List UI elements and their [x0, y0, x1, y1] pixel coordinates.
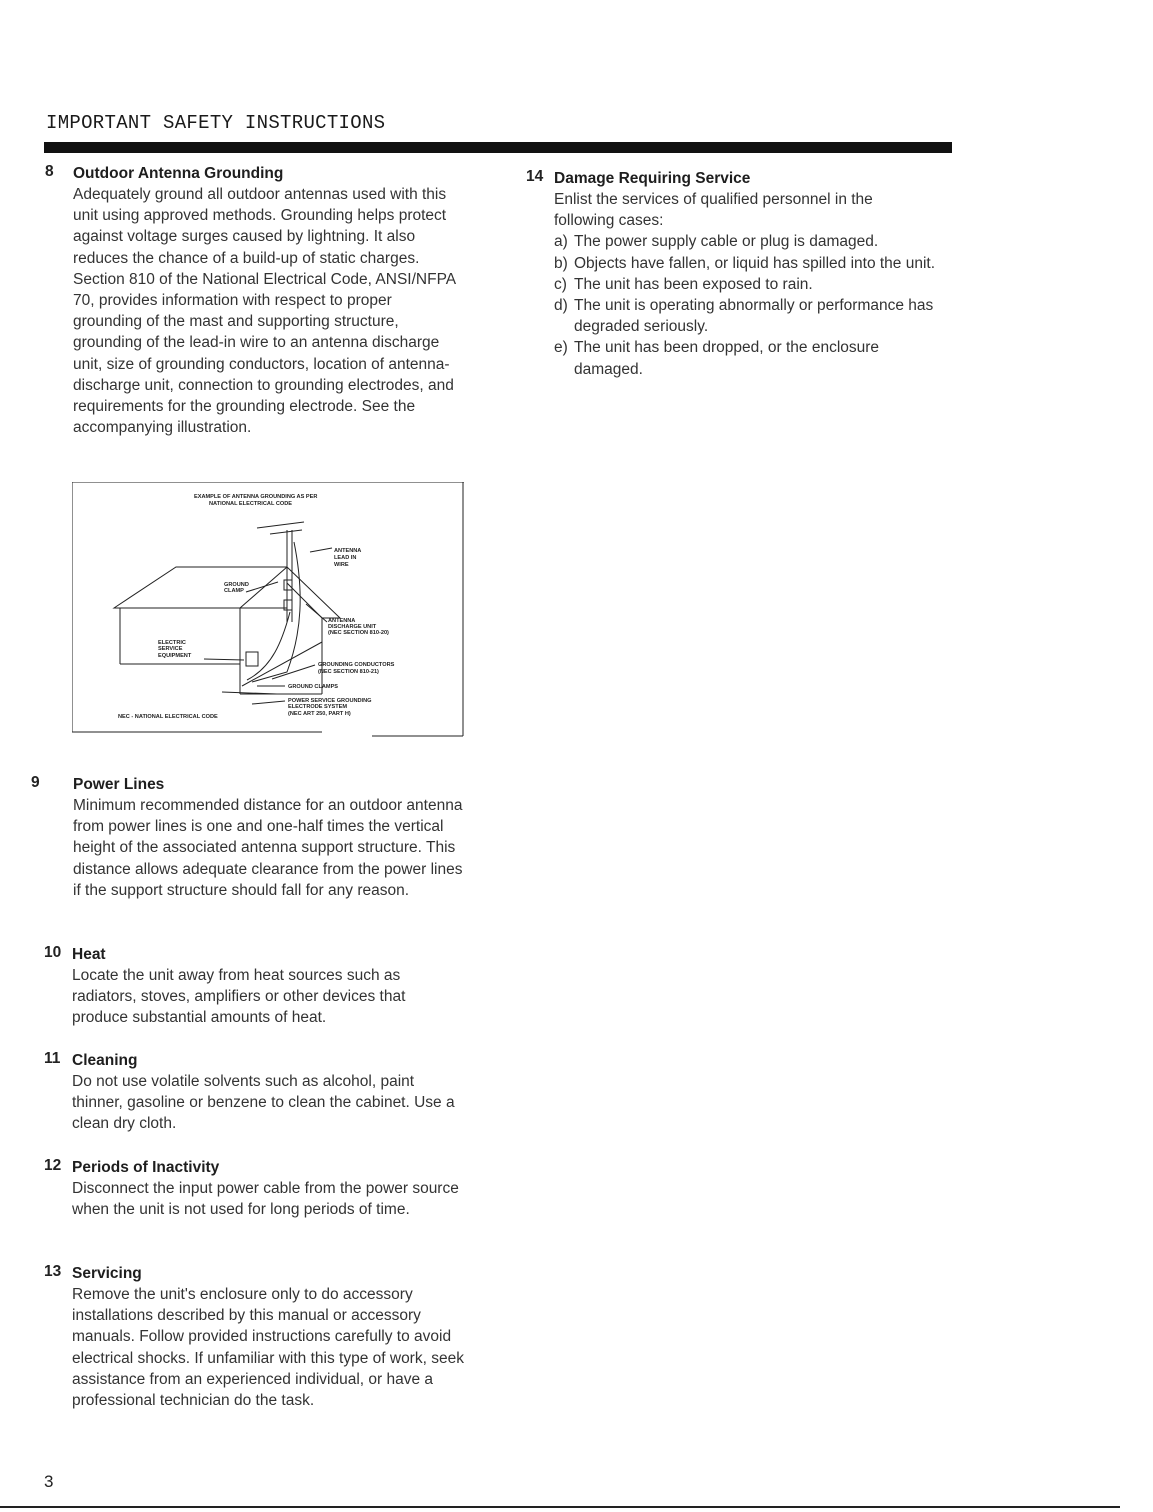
section-periods-of-inactivity	[44, 1157, 464, 1220]
list-marker: d)	[554, 297, 568, 315]
section-body: Remove the unit's enclosure only to do accessory installations described by this manual or accessory manuals. Follow provided instructions carefully to avoid electrical shocks. If unfamiliar with this type of work, seek assistance from an experienced individual, or have a professional technician do the task.	[72, 1286, 464, 1410]
leader-discharge	[306, 604, 327, 622]
label-grounding-nec: (NEC SECTION 810-21)	[318, 669, 379, 675]
list-item-text: The power supply cable or plug is damaged.	[574, 233, 879, 251]
antenna-grounding-diagram	[72, 482, 464, 738]
list-item-text: The unit is operating abnormally or performance has degraded seriously.	[574, 297, 934, 336]
footer-rule	[0, 1506, 1120, 1508]
section-title: Damage Requiring Service	[554, 170, 751, 187]
section-heat	[44, 944, 464, 1029]
label-clamp: CLAMP	[224, 588, 244, 594]
section-number: 9	[31, 774, 40, 791]
list-item-text: The unit has been exposed to rain.	[574, 275, 813, 293]
section-body: Do not use volatile solvents such as alcohol, paint thinner, gasoline or benzene to clean the cabinet. Use a clean dry cloth.	[72, 1073, 455, 1133]
list-item	[554, 337, 952, 379]
damage-case-list	[554, 231, 952, 379]
leader-power-service	[252, 701, 285, 704]
leader-ground-clamp	[246, 582, 278, 592]
section-title: Power Lines	[73, 776, 165, 793]
section-title: Servicing	[72, 1265, 142, 1282]
antenna-element-2	[270, 530, 302, 534]
diagram-title-line1: EXAMPLE OF ANTENNA GROUNDING AS PER	[194, 494, 318, 500]
label-antenna: ANTENNA	[334, 548, 362, 554]
section-number: 11	[44, 1050, 61, 1067]
list-item-text: Objects have fallen, or liquid has spilled into the unit.	[574, 254, 936, 272]
list-item	[554, 253, 952, 274]
list-item-text: The unit has been dropped, or the enclosure damaged.	[574, 339, 880, 378]
label-discharge-unit: DISCHARGE UNIT	[328, 624, 377, 630]
section-cleaning	[44, 1050, 464, 1135]
section-body: Adequately ground all outdoor antennas used with this unit using approved methods. Grounding helps protect against voltage surges caused by lightning. It also reduces the chance of a build-up of static charges. Section 810 of the National Electrical Code, ANSI/NFPA 70, provides information with respect to proper grounding of the mast and supporting structure, grounding of the lead-in wire to an antenna discharge unit, size of grounding conductors, location of antenna-discharge unit, connection to grounding electrodes, and requirements for the grounding electrode. See the accompanying illustration.	[73, 186, 456, 437]
section-title: Cleaning	[72, 1052, 138, 1069]
section-title: Periods of Inactivity	[72, 1159, 220, 1176]
page-number: 3	[44, 1472, 54, 1491]
label-discharge-nec: (NEC SECTION 810-20)	[328, 630, 389, 636]
section-intro: Enlist the services of qualified personnel in the following cases:	[554, 191, 873, 230]
label-nec-art: (NEC ART 250, PART H)	[288, 711, 351, 717]
section-number: 13	[44, 1263, 62, 1280]
section-number: 8	[45, 163, 54, 180]
ground-clamp-upper	[284, 580, 292, 590]
leader-antenna	[310, 548, 332, 552]
list-marker: c)	[554, 275, 567, 293]
label-nec-note: NEC - NATIONAL ELECTRICAL CODE	[118, 714, 218, 720]
lead-in-wire	[252, 542, 300, 682]
list-marker: a)	[554, 233, 568, 251]
list-marker: b)	[554, 254, 568, 272]
section-number: 10	[44, 944, 62, 961]
list-item	[554, 274, 952, 295]
service-equipment-box	[246, 652, 258, 666]
antenna-element	[257, 522, 304, 528]
section-outdoor-antenna-grounding	[45, 163, 465, 438]
page-title: IMPORTANT SAFETY INSTRUCTIONS	[46, 112, 386, 134]
label-discharge-antenna: ANTENNA	[328, 618, 356, 624]
list-item	[554, 231, 952, 252]
label-electric: ELECTRIC	[158, 640, 186, 646]
section-power-lines	[31, 774, 465, 901]
diagram-svg	[72, 482, 464, 738]
label-power-service: POWER SERVICE GROUNDING	[288, 698, 372, 704]
label-electrode-system: ELECTRODE SYSTEM	[288, 704, 348, 710]
header-rule	[44, 142, 952, 153]
label-service: SERVICE	[158, 646, 183, 652]
section-number: 14	[526, 168, 544, 185]
label-ground-clamps: GROUND CLAMPS	[288, 684, 339, 690]
grounding-conductor-2	[242, 642, 322, 686]
label-grounding-conductors: GROUNDING CONDUCTORS	[318, 662, 395, 668]
leader-electric-service	[204, 659, 244, 660]
list-marker: e)	[554, 339, 568, 357]
section-body: Locate the unit away from heat sources such as radiators, stoves, amplifiers or other devices that produce substantial amounts of heat.	[72, 967, 406, 1027]
list-item	[554, 295, 952, 337]
section-body: Disconnect the input power cable from the power source when the unit is not used for long periods of time.	[72, 1180, 459, 1219]
section-servicing	[44, 1263, 464, 1411]
section-body: Minimum recommended distance for an outdoor antenna from power lines is one and one-half times the vertical height of the associated antenna support structure. This distance allows adequate clearance from the power lines if the support structure should fall for any reason.	[73, 797, 463, 899]
label-equipment: EQUIPMENT	[158, 653, 192, 659]
leader-grounding-conductors	[272, 665, 315, 679]
grounding-conductor	[247, 612, 290, 680]
diagram-title-line2: NATIONAL ELECTRICAL CODE	[209, 501, 292, 507]
section-title: Heat	[72, 946, 106, 963]
section-title: Outdoor Antenna Grounding	[73, 165, 284, 182]
section-damage-requiring-service	[526, 168, 952, 380]
section-number: 12	[44, 1157, 62, 1174]
diagram-labels	[118, 494, 395, 720]
label-wire: WIRE	[334, 562, 349, 568]
label-lead-in: LEAD IN	[334, 555, 357, 561]
label-ground: GROUND	[224, 582, 249, 588]
